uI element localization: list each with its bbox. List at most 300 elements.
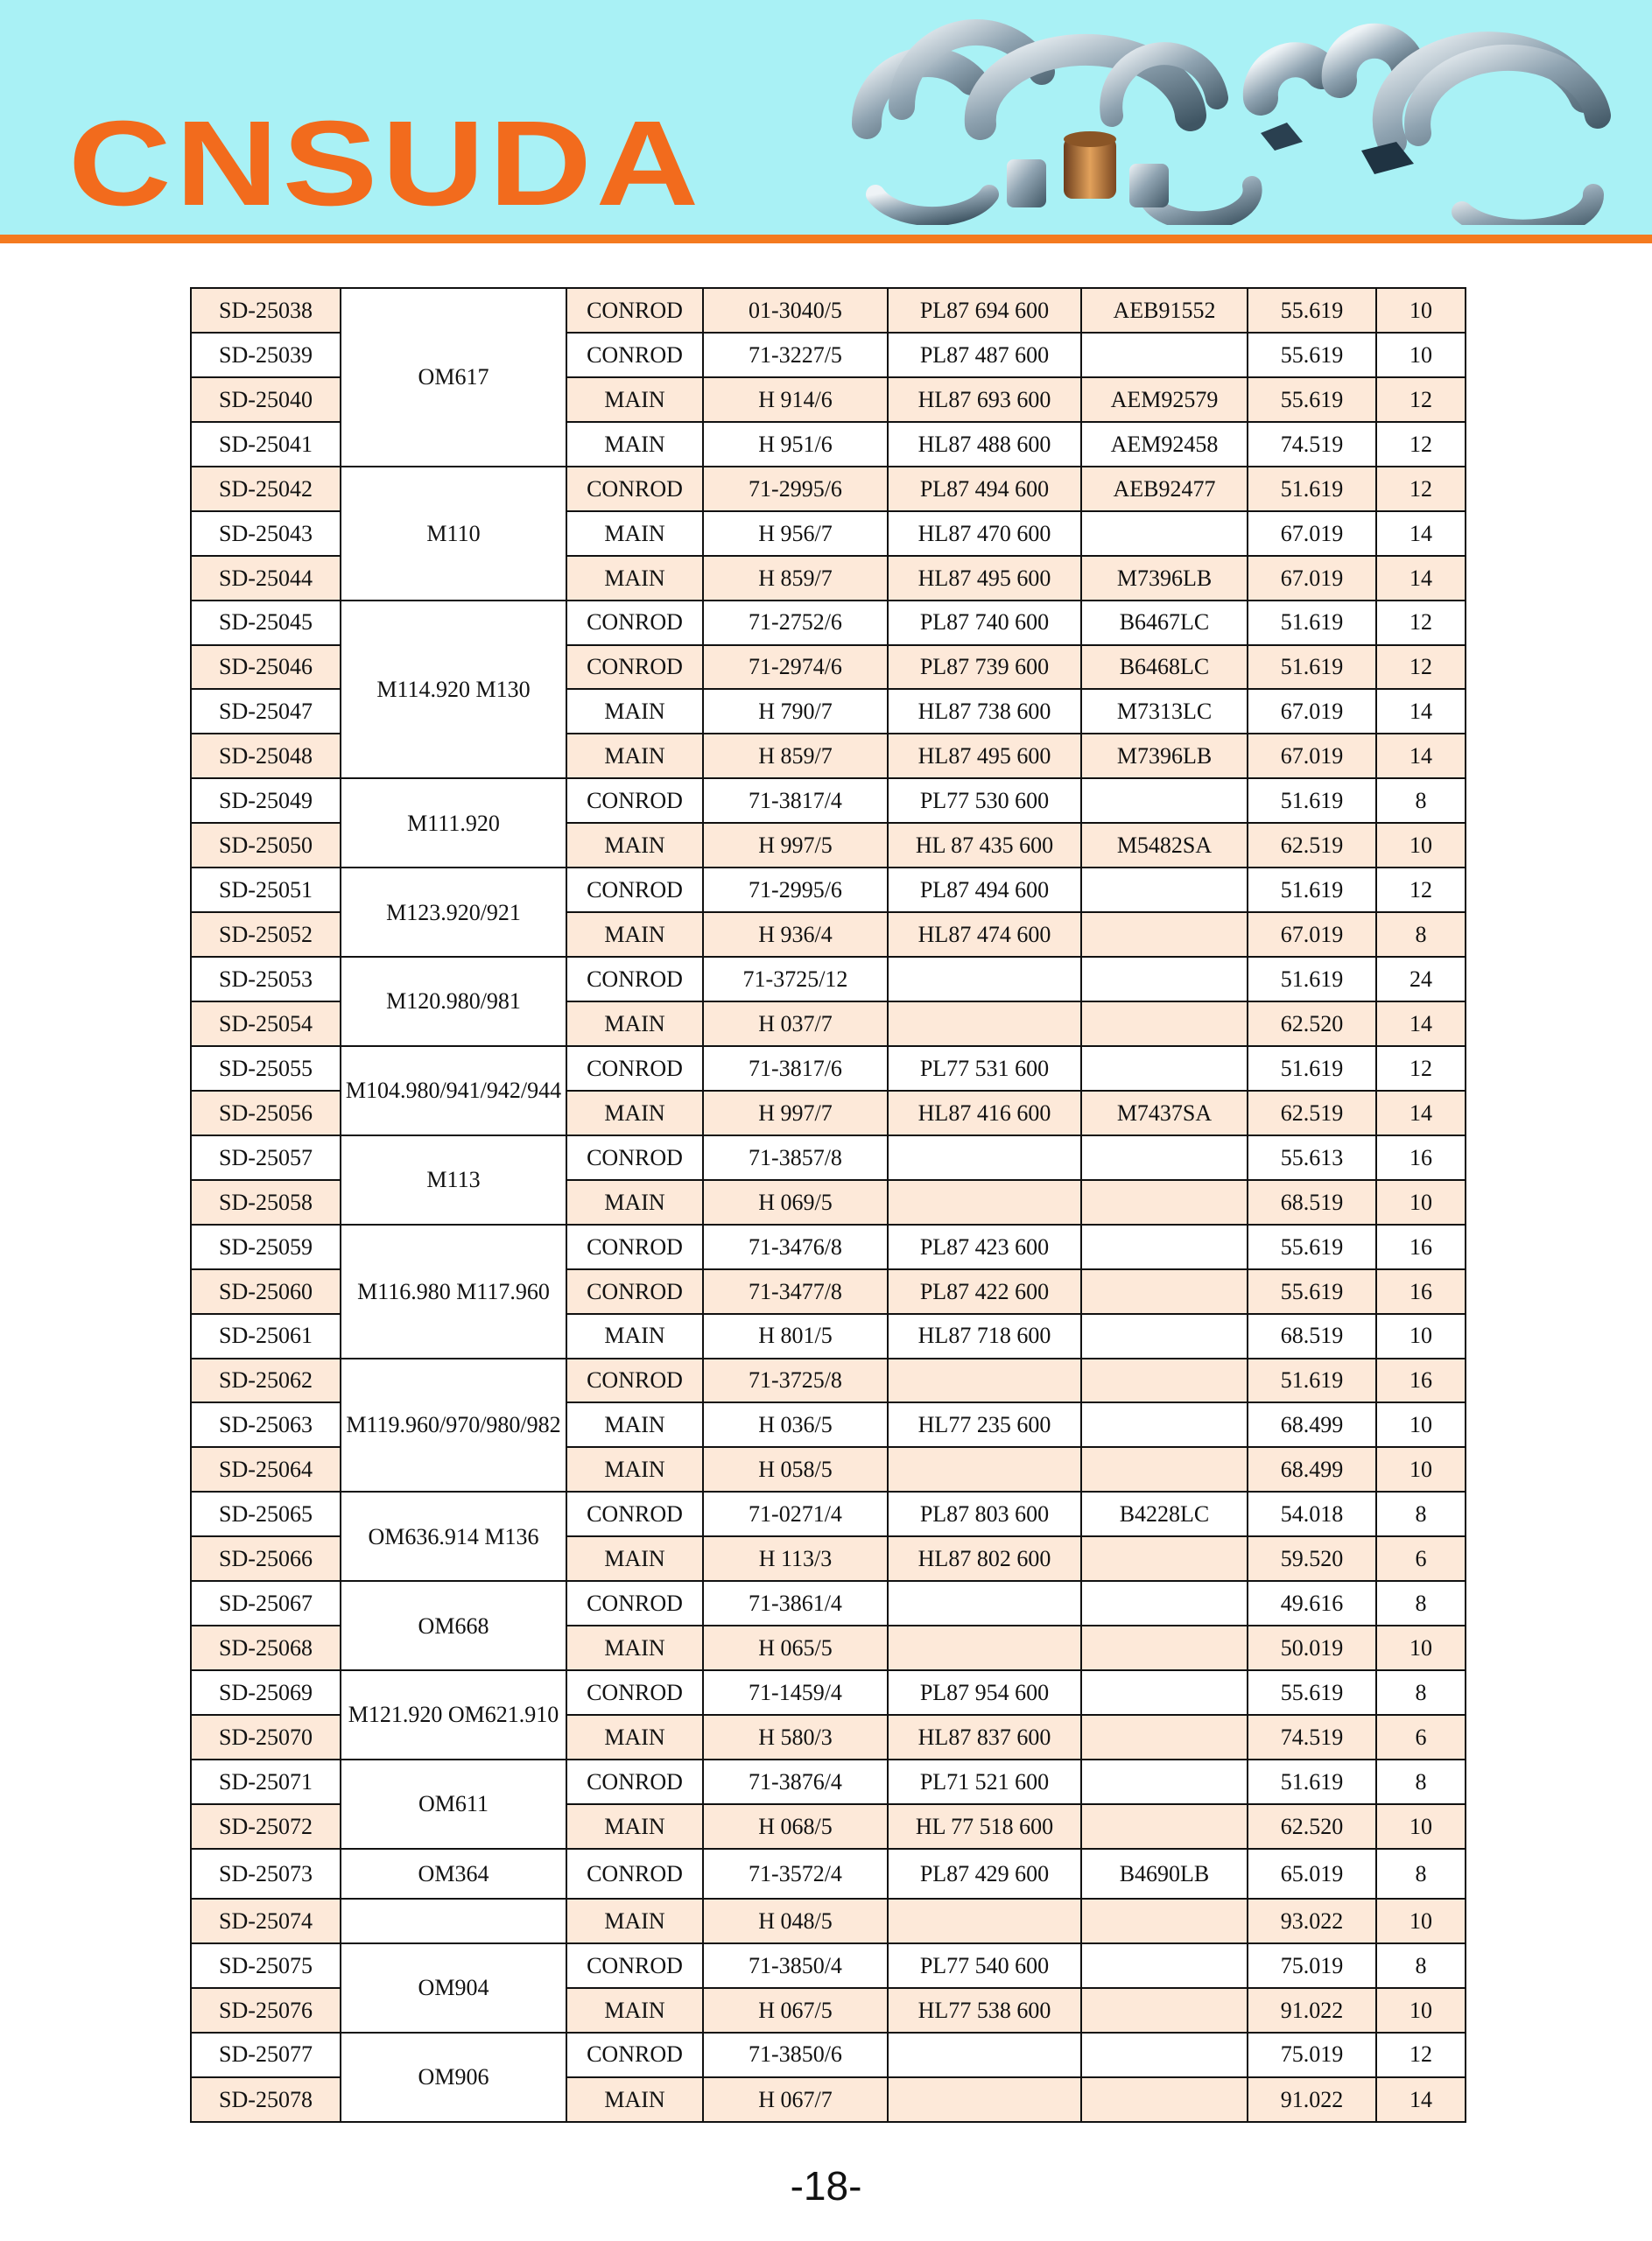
dimension-cell: 55.613 [1248,1135,1376,1180]
part-number-cell: SD-25078 [191,2077,341,2123]
engine-model-cell: M120.980/981 [341,957,566,1046]
table-row [191,2033,1466,2077]
alt-ref-cell [1081,1899,1248,1943]
dimension-cell: 49.616 [1248,1581,1376,1626]
engine-model-cell: M119.960/970/980/982 [341,1359,566,1493]
dimension-cell: 51.619 [1248,778,1376,823]
table-row [191,1135,1466,1180]
cross-ref-cell: PL71 521 600 [888,1760,1081,1804]
parts-table [190,287,1466,2123]
cross-ref-cell [888,1626,1081,1670]
bearing-type-cell: CONROD [566,1943,703,1988]
dimension-cell: 75.019 [1248,1943,1376,1988]
bearing-type-cell: MAIN [566,734,703,778]
quantity-cell: 8 [1376,1581,1466,1626]
engine-model-cell: OM668 [341,1581,566,1670]
brand-logo: CNSUDA [68,96,703,231]
dimension-cell: 51.619 [1248,645,1376,690]
ref-code-cell: 01-3040/5 [703,288,888,333]
cross-ref-cell: HL87 495 600 [888,734,1081,778]
alt-ref-cell [1081,1359,1248,1403]
table-row [191,1899,1466,1943]
ref-code-cell: H 113/3 [703,1536,888,1581]
quantity-cell: 10 [1376,1447,1466,1492]
cross-ref-cell [888,1447,1081,1492]
part-number-cell: SD-25055 [191,1046,341,1091]
quantity-cell: 14 [1376,556,1466,601]
part-number-cell: SD-25056 [191,1091,341,1135]
ref-code-cell: 71-3850/4 [703,1943,888,1988]
engine-model-cell: OM364 [341,1849,566,1899]
dimension-cell: 62.520 [1248,1001,1376,1046]
dimension-cell: 75.019 [1248,2033,1376,2077]
table-row [191,1225,1466,1269]
engine-model-cell: M111.920 [341,778,566,868]
alt-ref-cell: M7396LB [1081,734,1248,778]
part-number-cell: SD-25052 [191,912,341,957]
cross-ref-cell: HL77 538 600 [888,1988,1081,2033]
quantity-cell: 12 [1376,377,1466,422]
parts-table-body [191,288,1466,2122]
alt-ref-cell [1081,1670,1248,1715]
dimension-cell: 74.519 [1248,1715,1376,1760]
bearing-type-cell: MAIN [566,1988,703,2033]
alt-ref-cell: M5482SA [1081,823,1248,868]
quantity-cell: 10 [1376,1899,1466,1943]
part-number-cell: SD-25041 [191,422,341,467]
bearing-type-cell: MAIN [566,912,703,957]
alt-ref-cell [1081,511,1248,556]
ref-code-cell: H 997/7 [703,1091,888,1135]
quantity-cell: 10 [1376,1804,1466,1849]
bearing-type-cell: CONROD [566,1269,703,1314]
dimension-cell: 51.619 [1248,601,1376,645]
bearing-type-cell: CONROD [566,288,703,333]
part-number-cell: SD-25077 [191,2033,341,2077]
cross-ref-cell [888,2033,1081,2077]
alt-ref-cell: B4690LB [1081,1849,1248,1899]
dimension-cell: 67.019 [1248,912,1376,957]
cross-ref-cell: HL 87 435 600 [888,823,1081,868]
quantity-cell: 14 [1376,2077,1466,2123]
bearing-type-cell: MAIN [566,1447,703,1492]
engine-model-cell: OM611 [341,1760,566,1849]
bearing-type-cell: MAIN [566,1180,703,1225]
ref-code-cell: H 069/5 [703,1180,888,1225]
dimension-cell: 55.619 [1248,1225,1376,1269]
ref-code-cell: H 058/5 [703,1447,888,1492]
cross-ref-cell: HL87 718 600 [888,1314,1081,1359]
bearing-type-cell: MAIN [566,1899,703,1943]
quantity-cell: 12 [1376,1046,1466,1091]
bearing-type-cell: CONROD [566,1581,703,1626]
alt-ref-cell [1081,1804,1248,1849]
quantity-cell: 14 [1376,1091,1466,1135]
part-number-cell: SD-25043 [191,511,341,556]
part-number-cell: SD-25071 [191,1760,341,1804]
dimension-cell: 67.019 [1248,511,1376,556]
alt-ref-cell [1081,1225,1248,1269]
cross-ref-cell: HL87 470 600 [888,511,1081,556]
quantity-cell: 8 [1376,778,1466,823]
bearing-type-cell: CONROD [566,1359,703,1403]
alt-ref-cell [1081,1581,1248,1626]
bearing-type-cell: MAIN [566,1804,703,1849]
engine-model-cell: M114.920 M130 [341,601,566,779]
quantity-cell: 8 [1376,912,1466,957]
table-row [191,1359,1466,1403]
dimension-cell: 65.019 [1248,1849,1376,1899]
ref-code-cell: 71-3477/8 [703,1269,888,1314]
dimension-cell: 74.519 [1248,422,1376,467]
cross-ref-cell: PL87 739 600 [888,645,1081,690]
quantity-cell: 16 [1376,1269,1466,1314]
part-number-cell: SD-25068 [191,1626,341,1670]
bearing-type-cell: CONROD [566,868,703,912]
bearing-type-cell: CONROD [566,1492,703,1536]
alt-ref-cell: AEB91552 [1081,288,1248,333]
dimension-cell: 59.520 [1248,1536,1376,1581]
alt-ref-cell: AEM92579 [1081,377,1248,422]
cross-ref-cell: HL87 837 600 [888,1715,1081,1760]
dimension-cell: 51.619 [1248,1359,1376,1403]
cross-ref-cell: PL87 494 600 [888,467,1081,511]
part-number-cell: SD-25060 [191,1269,341,1314]
dimension-cell: 91.022 [1248,2077,1376,2123]
part-number-cell: SD-25069 [191,1670,341,1715]
ref-code-cell: 71-2752/6 [703,601,888,645]
quantity-cell: 14 [1376,734,1466,778]
ref-code-cell: 71-3572/4 [703,1849,888,1899]
cross-ref-cell: PL77 531 600 [888,1046,1081,1091]
alt-ref-cell [1081,1715,1248,1760]
ref-code-cell: H 956/7 [703,511,888,556]
quantity-cell: 8 [1376,1670,1466,1715]
quantity-cell: 6 [1376,1536,1466,1581]
bearing-type-cell: MAIN [566,1402,703,1447]
cross-ref-cell: PL87 694 600 [888,288,1081,333]
ref-code-cell: H 067/7 [703,2077,888,2123]
cross-ref-cell [888,1359,1081,1403]
bearing-type-cell: MAIN [566,1091,703,1135]
dimension-cell: 68.499 [1248,1447,1376,1492]
part-number-cell: SD-25062 [191,1359,341,1403]
ref-code-cell: H 065/5 [703,1626,888,1670]
quantity-cell: 24 [1376,957,1466,1001]
quantity-cell: 10 [1376,823,1466,868]
ref-code-cell: H 068/5 [703,1804,888,1849]
table-row [191,1760,1466,1804]
cross-ref-cell [888,957,1081,1001]
part-number-cell: SD-25059 [191,1225,341,1269]
cross-ref-cell [888,2077,1081,2123]
cross-ref-cell: PL87 740 600 [888,601,1081,645]
quantity-cell: 10 [1376,288,1466,333]
cross-ref-cell: HL87 488 600 [888,422,1081,467]
quantity-cell: 10 [1376,1180,1466,1225]
part-number-cell: SD-25040 [191,377,341,422]
part-number-cell: SD-25039 [191,333,341,377]
alt-ref-cell: AEM92458 [1081,422,1248,467]
ref-code-cell: H 859/7 [703,556,888,601]
bearing-type-cell: MAIN [566,556,703,601]
ref-code-cell: 71-3227/5 [703,333,888,377]
dimension-cell: 62.519 [1248,1091,1376,1135]
part-number-cell: SD-25065 [191,1492,341,1536]
engine-model-cell: M113 [341,1135,566,1225]
dimension-cell: 68.499 [1248,1402,1376,1447]
quantity-cell: 8 [1376,1849,1466,1899]
dimension-cell: 62.519 [1248,823,1376,868]
ref-code-cell: 71-3876/4 [703,1760,888,1804]
bearing-type-cell: CONROD [566,1760,703,1804]
alt-ref-cell: B6468LC [1081,645,1248,690]
cross-ref-cell: PL87 487 600 [888,333,1081,377]
alt-ref-cell [1081,1402,1248,1447]
bearing-type-cell: CONROD [566,1670,703,1715]
bearing-type-cell: CONROD [566,601,703,645]
part-number-cell: SD-25064 [191,1447,341,1492]
bearing-type-cell: MAIN [566,422,703,467]
part-number-cell: SD-25057 [191,1135,341,1180]
dimension-cell: 67.019 [1248,734,1376,778]
dimension-cell: 67.019 [1248,556,1376,601]
alt-ref-cell: M7396LB [1081,556,1248,601]
quantity-cell: 10 [1376,1626,1466,1670]
cross-ref-cell [888,1180,1081,1225]
bearing-type-cell: MAIN [566,1715,703,1760]
ref-code-cell: H 997/5 [703,823,888,868]
ref-code-cell: 71-3476/8 [703,1225,888,1269]
alt-ref-cell [1081,1988,1248,2033]
ref-code-cell: 71-2974/6 [703,645,888,690]
bearing-type-cell: CONROD [566,467,703,511]
table-row [191,1670,1466,1715]
table-row [191,1492,1466,1536]
engine-model-cell: OM906 [341,2033,566,2122]
alt-ref-cell: AEB92477 [1081,467,1248,511]
part-number-cell: SD-25051 [191,868,341,912]
quantity-cell: 6 [1376,1715,1466,1760]
cross-ref-cell: PL87 423 600 [888,1225,1081,1269]
part-number-cell: SD-25054 [191,1001,341,1046]
part-number-cell: SD-25073 [191,1849,341,1899]
alt-ref-cell: M7437SA [1081,1091,1248,1135]
dimension-cell: 68.519 [1248,1180,1376,1225]
alt-ref-cell [1081,912,1248,957]
quantity-cell: 16 [1376,1135,1466,1180]
table-row [191,1849,1466,1899]
cross-ref-cell: PL87 422 600 [888,1269,1081,1314]
alt-ref-cell [1081,333,1248,377]
cross-ref-cell [888,1581,1081,1626]
ref-code-cell: 71-3725/12 [703,957,888,1001]
ref-code-cell: 71-3725/8 [703,1359,888,1403]
quantity-cell: 10 [1376,1988,1466,2033]
alt-ref-cell [1081,2033,1248,2077]
ref-code-cell: H 048/5 [703,1899,888,1943]
ref-code-cell: 71-2995/6 [703,467,888,511]
quantity-cell: 16 [1376,1359,1466,1403]
part-number-cell: SD-25053 [191,957,341,1001]
bearing-type-cell: MAIN [566,1536,703,1581]
dimension-cell: 93.022 [1248,1899,1376,1943]
cross-ref-cell: HL87 693 600 [888,377,1081,422]
ref-code-cell: H 037/7 [703,1001,888,1046]
alt-ref-cell: M7313LC [1081,689,1248,734]
cross-ref-cell: PL87 494 600 [888,868,1081,912]
engine-model-cell: OM636.914 M136 [341,1492,566,1581]
alt-ref-cell [1081,1269,1248,1314]
cross-ref-cell: PL87 954 600 [888,1670,1081,1715]
ref-code-cell: H 951/6 [703,422,888,467]
quantity-cell: 8 [1376,1760,1466,1804]
bearing-type-cell: CONROD [566,1849,703,1899]
alt-ref-cell [1081,1943,1248,1988]
part-number-cell: SD-25058 [191,1180,341,1225]
part-number-cell: SD-25074 [191,1899,341,1943]
bearing-type-cell: MAIN [566,1001,703,1046]
table-row [191,957,1466,1001]
table-row [191,288,1466,333]
ref-code-cell: H 801/5 [703,1314,888,1359]
ref-code-cell: 71-1459/4 [703,1670,888,1715]
bearing-type-cell: MAIN [566,689,703,734]
part-number-cell: SD-25050 [191,823,341,868]
alt-ref-cell [1081,957,1248,1001]
ref-code-cell: 71-3857/8 [703,1135,888,1180]
quantity-cell: 12 [1376,645,1466,690]
ref-code-cell: 71-2995/6 [703,868,888,912]
ref-code-cell: 71-3817/6 [703,1046,888,1091]
engine-model-cell: OM904 [341,1943,566,2033]
quantity-cell: 14 [1376,1001,1466,1046]
ref-code-cell: H 067/5 [703,1988,888,2033]
cross-ref-cell: HL87 738 600 [888,689,1081,734]
dimension-cell: 67.019 [1248,689,1376,734]
table-row [191,467,1466,511]
cross-ref-cell: HL87 802 600 [888,1536,1081,1581]
bearing-type-cell: MAIN [566,823,703,868]
quantity-cell: 12 [1376,467,1466,511]
part-number-cell: SD-25038 [191,288,341,333]
dimension-cell: 91.022 [1248,1988,1376,2033]
table-row [191,601,1466,645]
cross-ref-cell [888,1135,1081,1180]
ref-code-cell: H 580/3 [703,1715,888,1760]
part-number-cell: SD-25072 [191,1804,341,1849]
part-number-cell: SD-25066 [191,1536,341,1581]
alt-ref-cell [1081,1626,1248,1670]
alt-ref-cell [1081,1180,1248,1225]
quantity-cell: 16 [1376,1225,1466,1269]
alt-ref-cell [1081,1001,1248,1046]
alt-ref-cell [1081,1760,1248,1804]
table-row [191,1943,1466,1988]
part-number-cell: SD-25044 [191,556,341,601]
part-number-cell: SD-25046 [191,645,341,690]
quantity-cell: 12 [1376,422,1466,467]
page-header [0,0,1652,243]
quantity-cell: 10 [1376,1314,1466,1359]
engine-model-cell: M116.980 M117.960 [341,1225,566,1359]
dimension-cell: 50.019 [1248,1626,1376,1670]
ref-code-cell: H 936/4 [703,912,888,957]
alt-ref-cell [1081,2077,1248,2123]
bearing-shells-image [849,19,1620,225]
dimension-cell: 55.619 [1248,333,1376,377]
dimension-cell: 51.619 [1248,1760,1376,1804]
dimension-cell: 55.619 [1248,1269,1376,1314]
ref-code-cell: 71-0271/4 [703,1492,888,1536]
part-number-cell: SD-25048 [191,734,341,778]
cross-ref-cell [888,1899,1081,1943]
dimension-cell: 55.619 [1248,377,1376,422]
ref-code-cell: H 790/7 [703,689,888,734]
bearing-type-cell: MAIN [566,2077,703,2123]
table-row [191,1581,1466,1626]
cross-ref-cell: PL77 540 600 [888,1943,1081,1988]
alt-ref-cell [1081,1314,1248,1359]
dimension-cell: 55.619 [1248,288,1376,333]
dimension-cell: 54.018 [1248,1492,1376,1536]
table-row [191,1046,1466,1091]
part-number-cell: SD-25045 [191,601,341,645]
bearing-type-cell: CONROD [566,1046,703,1091]
bearing-type-cell: CONROD [566,778,703,823]
cross-ref-cell: HL87 416 600 [888,1091,1081,1135]
cross-ref-cell: PL87 803 600 [888,1492,1081,1536]
bearing-type-cell: MAIN [566,1626,703,1670]
alt-ref-cell [1081,1046,1248,1091]
quantity-cell: 8 [1376,1492,1466,1536]
bearing-type-cell: CONROD [566,645,703,690]
dimension-cell: 68.519 [1248,1314,1376,1359]
part-number-cell: SD-25042 [191,467,341,511]
quantity-cell: 12 [1376,2033,1466,2077]
bearing-type-cell: CONROD [566,333,703,377]
cross-ref-cell: HL 77 518 600 [888,1804,1081,1849]
cross-ref-cell: PL77 530 600 [888,778,1081,823]
bearing-type-cell: CONROD [566,957,703,1001]
ref-code-cell: H 859/7 [703,734,888,778]
alt-ref-cell [1081,868,1248,912]
alt-ref-cell: B6467LC [1081,601,1248,645]
engine-model-cell: M110 [341,467,566,601]
ref-code-cell: H 914/6 [703,377,888,422]
quantity-cell: 12 [1376,601,1466,645]
quantity-cell: 8 [1376,1943,1466,1988]
part-number-cell: SD-25067 [191,1581,341,1626]
cross-ref-cell: HL77 235 600 [888,1402,1081,1447]
alt-ref-cell [1081,1536,1248,1581]
dimension-cell: 62.520 [1248,1804,1376,1849]
dimension-cell: 51.619 [1248,1046,1376,1091]
ref-code-cell: 71-3861/4 [703,1581,888,1626]
cross-ref-cell: HL87 474 600 [888,912,1081,957]
alt-ref-cell [1081,1447,1248,1492]
dimension-cell: 51.619 [1248,467,1376,511]
quantity-cell: 10 [1376,1402,1466,1447]
table-row [191,868,1466,912]
alt-ref-cell [1081,1135,1248,1180]
engine-model-cell: M121.920 OM621.910 [341,1670,566,1760]
cross-ref-cell: HL87 495 600 [888,556,1081,601]
ref-code-cell: 71-3817/4 [703,778,888,823]
dimension-cell: 51.619 [1248,868,1376,912]
quantity-cell: 14 [1376,511,1466,556]
part-number-cell: SD-25049 [191,778,341,823]
